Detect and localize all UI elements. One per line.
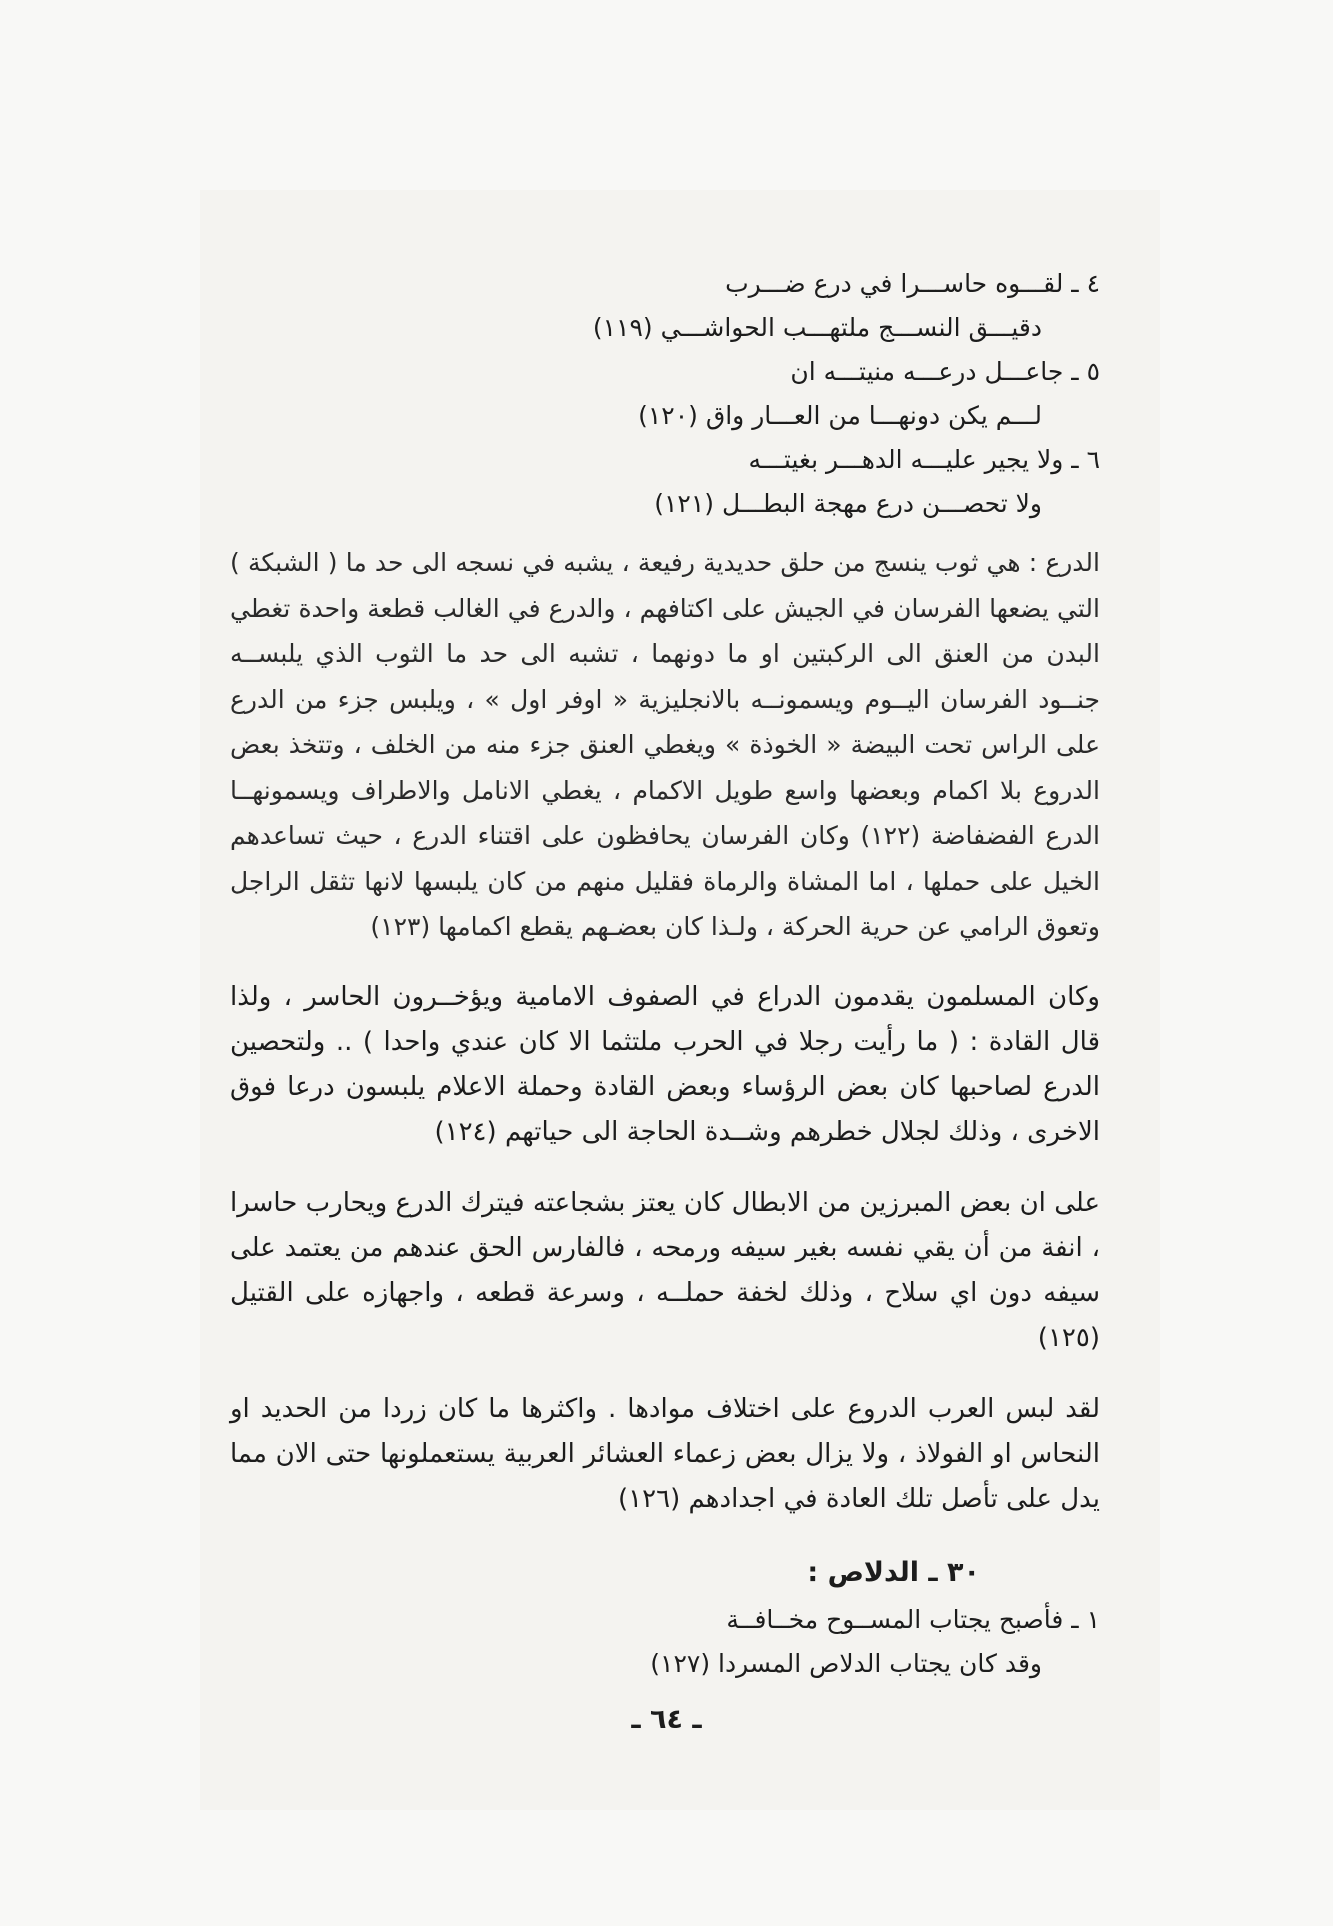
body-paragraph: وكان المسلمون يقدمون الدراع في الصفوف الامامية ويؤخــرون الحاسر ، ولذا قال القادة : ( ما رأيت رجلا في الحرب ملتثما الا كان عندي واحدا ) .. ولتحصين الدرع لصاحبها كان بعض الرؤساء وبعض القادة وحملة الاعلام يلبسون درعا فوق الاخرى ، وذلك لجلال خطرهم وشــدة الحاجة الى حياتهم (١٢٤) [230, 981, 1100, 1147]
verse-5 [230, 350, 1100, 438]
section-heading: ٣٠ ـ الدلاص : [807, 1556, 980, 1588]
verse-1 [230, 1598, 1100, 1686]
page-content [230, 262, 1100, 1686]
verse-second-hemistich: لـــم يكن دونهـــا من العـــار واق (١٢٠) [638, 401, 1042, 430]
page-number: ـ ٦٤ ـ [631, 1704, 702, 1735]
verse-second-hemistich: وقد كان يجتاب الدلاص المسردا (١٢٧) [650, 1648, 1042, 1678]
verse-6 [230, 438, 1100, 526]
verse-first-hemistich: ٦ ـ ولا يجير عليـــه الدهـــر بغيتـــه [748, 445, 1100, 474]
verse-second-hemistich: ولا تحصـــن درع مهجة البطـــل (١٢١) [654, 489, 1042, 518]
body-paragraph: على ان بعض المبرزين من الابطال كان يعتز بشجاعته فيترك الدرع ويحارب حاسرا ، انفة من أن يقي نفسه بغير سيفه ورمحه ، فالفارس الحق عندهم من يعتمد على سيفه دون اي سلاح ، وذلك لخفة حملــه ، وسرعة قطعه ، واجهازه على القتيل (١٢٥) [230, 1187, 1100, 1353]
body-paragraph: لقد لبس العرب الدروع على اختلاف موادها . واكثرها ما كان زردا من الحديد او النحاس او الفولاذ ، ولا يزال بعض زعماء العشائر العربية يستعملونها حتى الان مما يدل على تأصل تلك العادة في اجدادهم (١٢٦) [230, 1393, 1100, 1514]
verse-4 [230, 262, 1100, 350]
verse-first-hemistich: ١ ـ فأصبح يجتاب المســوح مخــافــة [726, 1604, 1100, 1634]
verse-first-hemistich: ٤ ـ لقـــوه حاســـرا في درع ضـــرب [725, 269, 1100, 298]
note-paragraph-dir: الدرع : هي ثوب ينسج من حلق حديدية رفيعة ، يشبه في نسجه الى حد ما ( الشبكة ) التي يضعها الفرسان في الجيش على اكتافهم ، والدرع في الغالب قطعة واحدة تغطي البدن من العنق الى الركبتين او ما دونهما ، تشبه الى حد ما الثوب الذي يلبســه جنــود الفرسان اليــوم ويسمونــه بالانجليزية « اوفر اول » ، ويلبس جزء من الدرع على الراس تحت البيضة « الخوذة » ويغطي العنق جزء منه من الخلف ، وتتخذ بعض الدروع بلا اكمام وبعضها واسع طويل الاكمام ، يغطي الانامل والاطراف ويسمونهــا الدرع الفضفاضة (١٢٢) وكان الفرسان يحافظون على اقتناء الدرع ، حيث تساعدهم الخيل على حملها ، اما المشاة والرماة فقليل منهم من كان يلبسها لانها تثقل الراجل وتعوق الرامي عن حرية الحركة ، ولـذا كان بعضـهم يقطع اكمامها (١٢٣) [230, 548, 1100, 941]
verse-second-hemistich: دقيـــق النســـج ملتهـــب الحواشـــي (١١٩) [592, 313, 1042, 342]
verse-first-hemistich: ٥ ـ جاعـــل درعـــه منيتـــه ان [790, 357, 1100, 386]
